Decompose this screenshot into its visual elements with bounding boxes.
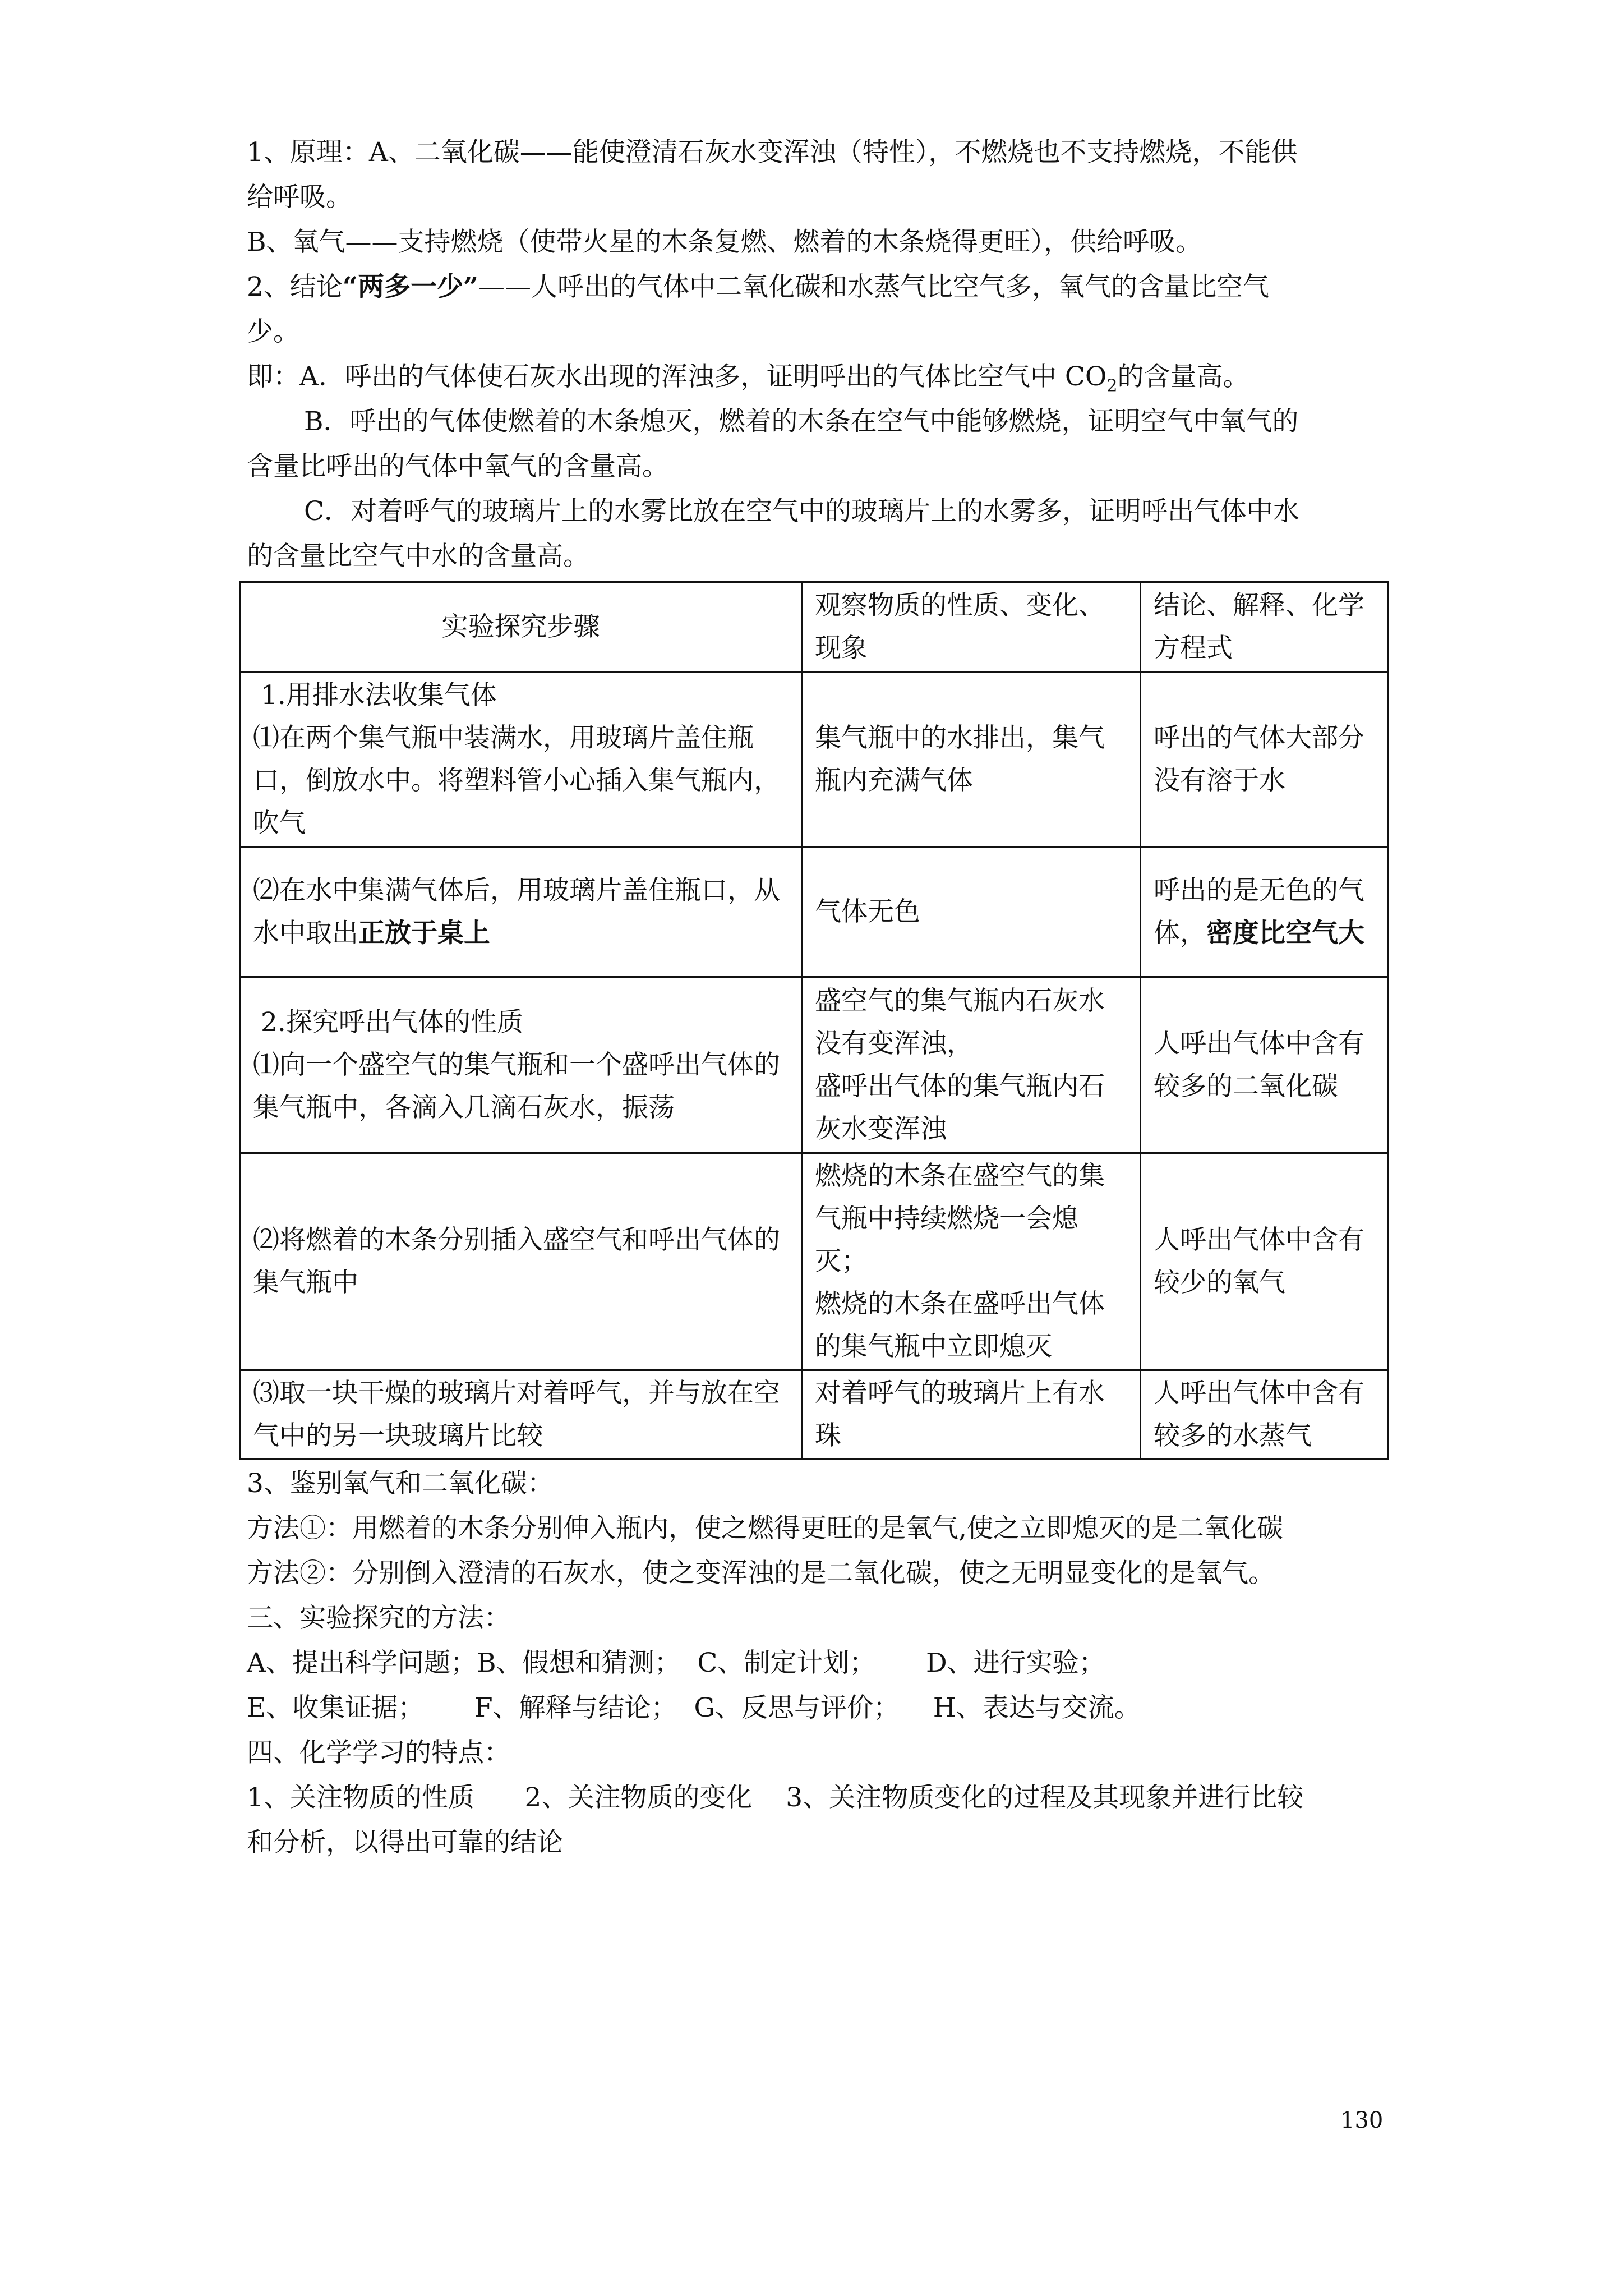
step-group-title: 1.用排水法收集气体 bbox=[261, 679, 497, 711]
page-number: 130 bbox=[1340, 2108, 1384, 2133]
observation-cell bbox=[802, 977, 1141, 1153]
conclusion-cell bbox=[1141, 847, 1389, 977]
step-cell bbox=[240, 977, 802, 1153]
evidence-c-line-1: C．对着呼气的玻璃片上的水雾比放在空气中的玻璃片上的水雾多，证明呼出气体中水 bbox=[304, 496, 1299, 527]
step-bold-text: 正放于桌上 bbox=[358, 917, 490, 949]
learning-features-line-2: 和分析，以得出可靠的结论 bbox=[247, 1827, 563, 1858]
conclusion-cell: 呼出的气体大部分没有溶于水 bbox=[1141, 672, 1389, 847]
co2-subscript: 2 bbox=[1106, 376, 1118, 396]
principle-line-2: 给呼吸。 bbox=[247, 182, 352, 213]
conclusion-bold-phrase: “两多一少” bbox=[342, 272, 478, 302]
table-row bbox=[240, 672, 1389, 847]
conclusion-line-1 bbox=[247, 265, 1391, 310]
table-row bbox=[240, 847, 1389, 977]
evidence-a-end: 的含量高。 bbox=[1117, 361, 1249, 392]
table-row bbox=[240, 1370, 1389, 1460]
evidence-a-line bbox=[247, 355, 1391, 399]
observation-air: 燃烧的木条在盛空气的集气瓶中持续燃烧一会熄灭； bbox=[815, 1161, 1105, 1277]
learning-features-line-1: 1、关注物质的性质 2、关注物质的变化 3、关注物质变化的过程及其现象并进行比较 bbox=[247, 1782, 1304, 1813]
learning-features-title: 四、化学学习的特点： bbox=[247, 1737, 510, 1768]
inquiry-methods-line-1: A、提出科学问题；B、假想和猜测； C、制定计划； D、进行实验； bbox=[247, 1648, 1105, 1678]
identify-method-1: 方法①：用燃着的木条分别伸入瓶内，使之燃得更旺的是氧气,使之立即熄灭的是二氧化碳 bbox=[247, 1513, 1283, 1544]
conclusion-text: ——人呼出的气体中二氧化碳和水蒸气比空气多，氧气的含量比空气 bbox=[478, 272, 1269, 302]
evidence-c-line-2: 的含量比空气中水的含量高。 bbox=[247, 541, 589, 572]
header-conclusion: 结论、解释、化学方程式 bbox=[1141, 582, 1389, 672]
principle-line-1: 1、原理：A、二氧化碳——能使澄清石灰水变浑浊（特性），不燃烧也不支持燃烧，不能供 bbox=[247, 137, 1298, 168]
page-content bbox=[247, 130, 1391, 1865]
step-text: ⑴向一个盛空气的集气瓶和一个盛呼出气体的集气瓶中，各滴入几滴石灰水，振荡 bbox=[253, 1049, 780, 1123]
conclusion-prefix: 2、结论 bbox=[247, 272, 343, 302]
step-cell bbox=[240, 672, 802, 847]
conclusion-text: 呼出的是无色的气体， bbox=[1154, 875, 1364, 949]
observation-cell: 集气瓶中的水排出，集气瓶内充满气体 bbox=[802, 672, 1141, 847]
observation-exhaled: 燃烧的木条在盛呼出气体的集气瓶中立即熄灭 bbox=[815, 1289, 1105, 1362]
step-group-title: 2.探究呼出气体的性质 bbox=[261, 1006, 523, 1038]
identify-method-2: 方法②：分别倒入澄清的石灰水，使之变浑浊的是二氧化碳，使之无明显变化的是氧气。 bbox=[247, 1558, 1275, 1589]
evidence-a-text: 即：A．呼出的气体使石灰水出现的浑浊多，证明呼出的气体比空气中 CO bbox=[247, 361, 1107, 392]
oxygen-principle-line: B、氧气——支持燃烧（使带火星的木条复燃、燃着的木条烧得更旺），供给呼吸。 bbox=[247, 227, 1202, 257]
observation-cell: 对着呼气的玻璃片上有水珠 bbox=[802, 1370, 1141, 1460]
evidence-b-line-1: B．呼出的气体使燃着的木条熄灭，燃着的木条在空气中能够燃烧，证明空气中氧气的 bbox=[304, 406, 1299, 437]
table-row bbox=[240, 1153, 1389, 1370]
observation-exhaled: 盛呼出气体的集气瓶内石灰水变浑浊 bbox=[815, 1070, 1105, 1144]
observation-cell bbox=[802, 1153, 1141, 1370]
identify-title: 3、鉴别氧气和二氧化碳： bbox=[247, 1468, 554, 1499]
step-cell: ⑶取一块干燥的玻璃片对着呼气，并与放在空气中的另一块玻璃片比较 bbox=[240, 1370, 802, 1460]
observation-cell: 气体无色 bbox=[802, 847, 1141, 977]
observation-air: 盛空气的集气瓶内石灰水没有变浑浊， bbox=[815, 985, 1105, 1059]
step-text: ⑵在水中集满气体后，用玻璃片盖住瓶口，从水中取出 bbox=[253, 875, 780, 949]
conclusion-cell: 人呼出气体中含有较多的二氧化碳 bbox=[1141, 977, 1389, 1153]
inquiry-methods-title: 三、实验探究的方法： bbox=[247, 1603, 510, 1634]
conclusion-cell: 人呼出气体中含有较少的氧气 bbox=[1141, 1153, 1389, 1370]
header-steps: 实验探究步骤 bbox=[240, 582, 802, 672]
evidence-b-line-2: 含量比呼出的气体中氧气的含量高。 bbox=[247, 451, 668, 482]
step-text: ⑴在两个集气瓶中装满水，用玻璃片盖住瓶口，倒放水中。将塑料管小心插入集气瓶内，吹气 bbox=[253, 722, 780, 839]
conclusion-line-2: 少。 bbox=[247, 316, 299, 347]
header-observation: 观察物质的性质、变化、现象 bbox=[802, 582, 1141, 672]
conclusion-cell: 人呼出气体中含有较多的水蒸气 bbox=[1141, 1370, 1389, 1460]
experiment-table bbox=[239, 581, 1389, 1460]
step-cell: ⑵将燃着的木条分别插入盛空气和呼出气体的集气瓶中 bbox=[240, 1153, 802, 1370]
table-row bbox=[240, 977, 1389, 1153]
conclusion-bold-text: 密度比空气大 bbox=[1206, 917, 1364, 949]
table-header-row bbox=[240, 582, 1389, 672]
inquiry-methods-line-2: E、收集证据； F、解释与结论； G、反思与评价； H、表达与交流。 bbox=[247, 1692, 1141, 1723]
step-cell bbox=[240, 847, 802, 977]
